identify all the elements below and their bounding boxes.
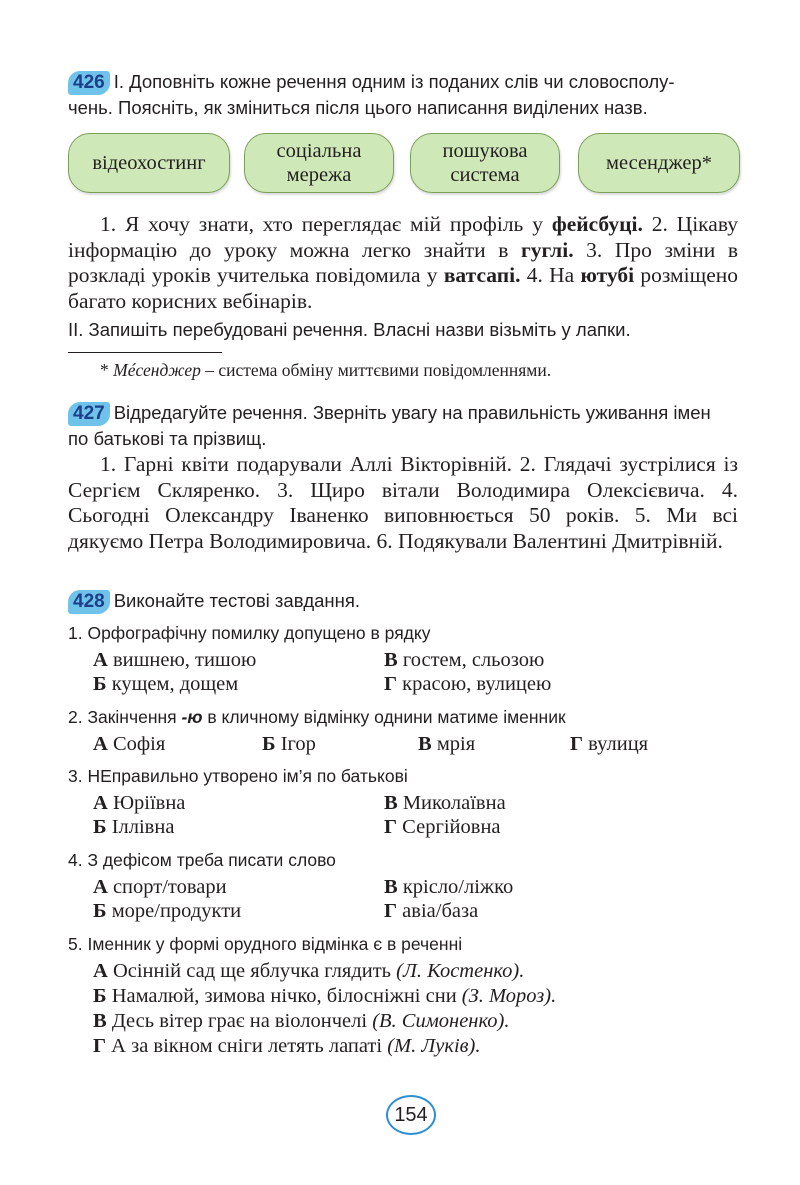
q2-option-g: Г вулиця: [570, 733, 649, 755]
page-number: 154: [386, 1095, 436, 1135]
q1-option-b: Б кущем, дощем: [93, 673, 239, 695]
q3-option-g: Г Сергійовна: [384, 816, 501, 838]
q3-option-a: А Юріївна: [93, 792, 186, 814]
q5-option-g: Г А за вікном сніги летять лапаті (М. Луків).: [93, 1035, 481, 1057]
q2-option-a: А Софія: [93, 733, 166, 755]
word-option-videohosting: відеохостинг: [68, 133, 230, 193]
test-question-1: 1. Орфографічну помилку допущено в рядку: [68, 623, 431, 643]
q5-option-v: В Десь вітер грає на віолончелі (В. Симоненко).: [93, 1010, 510, 1032]
q4-option-g: Г авіа/база: [384, 900, 479, 922]
q4-option-v: В крісло/ліжко: [384, 876, 514, 898]
word-option-search-engine: пошукова система: [410, 133, 560, 193]
ex426-instruction-1: 426 І. Доповніть кожне речення одним із поданих слів чи словосполу- чень. Поясніть, як зміниться після цього написання виділених назв.: [68, 71, 675, 118]
q5-option-b: Б Намалюй, зимова нічко, білосніжні сни (З. Мороз).: [93, 985, 557, 1007]
ex428-instruction: 428 Виконайте тестові завдання.: [68, 588, 360, 614]
q1-option-v: В гостем, сльозою: [384, 649, 545, 671]
test-question-3: 3. НЕправильно утворено ім’я по батькові: [68, 766, 408, 786]
word-option-social-network: соціальна мережа: [244, 133, 394, 193]
ex427-instruction: 427 Відредагуйте речення. Зверніть увагу на правильність уживання імен по батькові та прізвищ.: [68, 402, 711, 449]
q2-option-v: В мрія: [418, 733, 476, 755]
word-option-messenger: месенджер*: [578, 133, 740, 193]
q5-option-a: А Осінній сад ще яблучка глядить (Л. Костенко).: [93, 960, 525, 982]
test-question-4: 4. З дефісом треба писати слово: [68, 850, 336, 870]
q4-option-a: А спорт/товари: [93, 876, 227, 898]
ex426-instruction-2: ІІ. Запишіть перебудовані речення. Власні назви візьміть у лапки.: [68, 319, 631, 340]
exercise-number-badge: 426: [68, 71, 110, 95]
ex427-sentences: 1. Гарні квіти подарували Аллі Вікторівній. 2. Глядачі зустрілися із Сергієм Скляренко. 3. Щиро вітали Володимира Олексієвича. 4. Сьогодні Олександру Іваненко виповнюється 50 років. 5. Ми всі дякуємо Петра Володимировича. 6. Подякували Валентині Дмитрівній.: [68, 452, 738, 553]
q3-option-b: Б Іллівна: [93, 816, 175, 838]
q1-option-a: А вишнею, тишою: [93, 649, 257, 671]
footnote-divider: [68, 352, 222, 353]
test-question-5: 5. Іменник у формі орудного відмінка є в реченні: [68, 934, 463, 954]
q3-option-v: В Миколаївна: [384, 792, 506, 814]
exercise-number-badge: 428: [68, 590, 110, 614]
test-question-2: 2. Закінчення -ю в кличному відмінку однини матиме іменник: [68, 707, 566, 727]
footnote: * Мéсенджер – система обміну миттєвими повідомленнями.: [100, 360, 552, 380]
q4-option-b: Б море/продукти: [93, 900, 242, 922]
ex426-sentences: 1. Я хочу знати, хто переглядає мій профіль у фейсбуці. 2. Цікаву інформацію до уроку можна легко знайти в гуглі. 3. Про зміни в розкладі уроків учителька повідомила у ватсапі. 4. На ютубі розміщено багато корисних вебінарів.: [68, 212, 738, 313]
q1-option-g: Г красою, вулицею: [384, 673, 552, 695]
exercise-number-badge: 427: [68, 402, 110, 426]
q2-option-b: Б Ігор: [262, 733, 316, 755]
